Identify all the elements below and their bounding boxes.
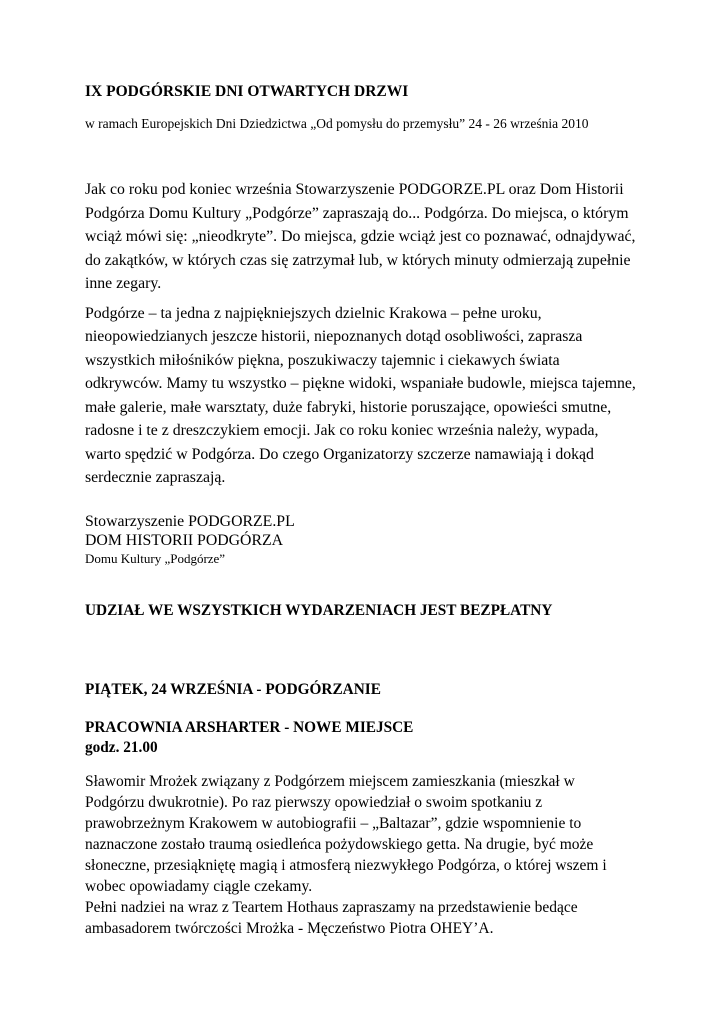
document-subtitle: w ramach Europejskich Dni Dziedzictwa „Od pomysłu do przemysłu” 24 - 26 września 2010 [85,116,589,131]
document-title: IX PODGÓRSKIE DNI OTWARTYCH DRZWI [85,83,409,100]
intro-paragraph-1: Jak co roku pod koniec września Stowarzyszenie PODGORZE.PL oraz Dom Historii Podgórza Domu Kultury „Podgórze” zapraszają do... Podgórza. Do miejsca, o którym wciąż mówi się: „nieodkryte”. Do miejsca, gdzie wciąż jest co poznawać, odnajdywać, do zakątków, w których czas się zatrzymał lub, w których minuty odmierzają zupełnie inne zegary. [85,181,636,292]
signature-line-house-of-history: DOM HISTORII PODGÓRZA [85,531,284,549]
intro-paragraph-2: Podgórze – ta jedna z najpiękniejszych dzielnic Krakowa – pełne uroku, nieopowiedzianych jeszcze historii, niepoznanych dotąd osobliwości, zaprasza wszystkich miłośników piękna, poszukiwaczy tajemnic i ciekawych świata odkrywców. Mamy tu wszystko – piękne widoki, wspaniałe budowle, miejsca tajemne, małe galerie, małe warsztaty, duże fabryki, historie poruszające, opowieści smutne, radosne i te z dreszczykiem emocji. Jak co roku koniec września należy, wypada, warto spędzić w Podgórza. Do czego Organizatorzy szczerze namawiają i dokąd serdecznie zapraszają. [85,304,636,486]
event-description-paragraph: Sławomir Mrożek związany z Podgórzem miejscem zamieszkania (mieszkał w Podgórzu dwukrotnie). Po raz pierwszy opowiedział o swoim spotkaniu z prawobrzeżnym Krakowem w autobiografii – „Baltazar”, gdzie wspomnienie to naznaczone zostało traumą osiedleńca pożydowskiego getta. Na drugie, być może słoneczne, przesiąkniętę magią i atmosferą niezwykłego Podgórza, o której wszem i wobec opowiadamy ciągle czekamy. [85,772,607,895]
signature-block [85,512,637,567]
event-time: godz. 21.00 [85,738,158,756]
day-heading-friday: PIĄTEK, 24 WRZEŚNIA - PODGÓRZANIE [85,680,381,698]
signature-line-association: Stowarzyszenie PODGORZE.PL [85,512,295,530]
event-description-closing: Pełni nadziei na wraz z Teartem Hothaus zapraszamy na przedstawienie bedące ambasadorem twórczości Mrożka - Męczeństwo Piotra OHEY’A. [85,898,578,937]
event-title: PRACOWNIA ARSHARTER - NOWE MIEJSCE [85,718,414,736]
free-admission-notice: UDZIAŁ WE WSZYSTKICH WYDARZENIACH JEST BEZPŁATNY [85,601,553,619]
signature-line-culture-house: Domu Kultury „Podgórze” [85,550,226,566]
event-heading-block [85,718,637,758]
